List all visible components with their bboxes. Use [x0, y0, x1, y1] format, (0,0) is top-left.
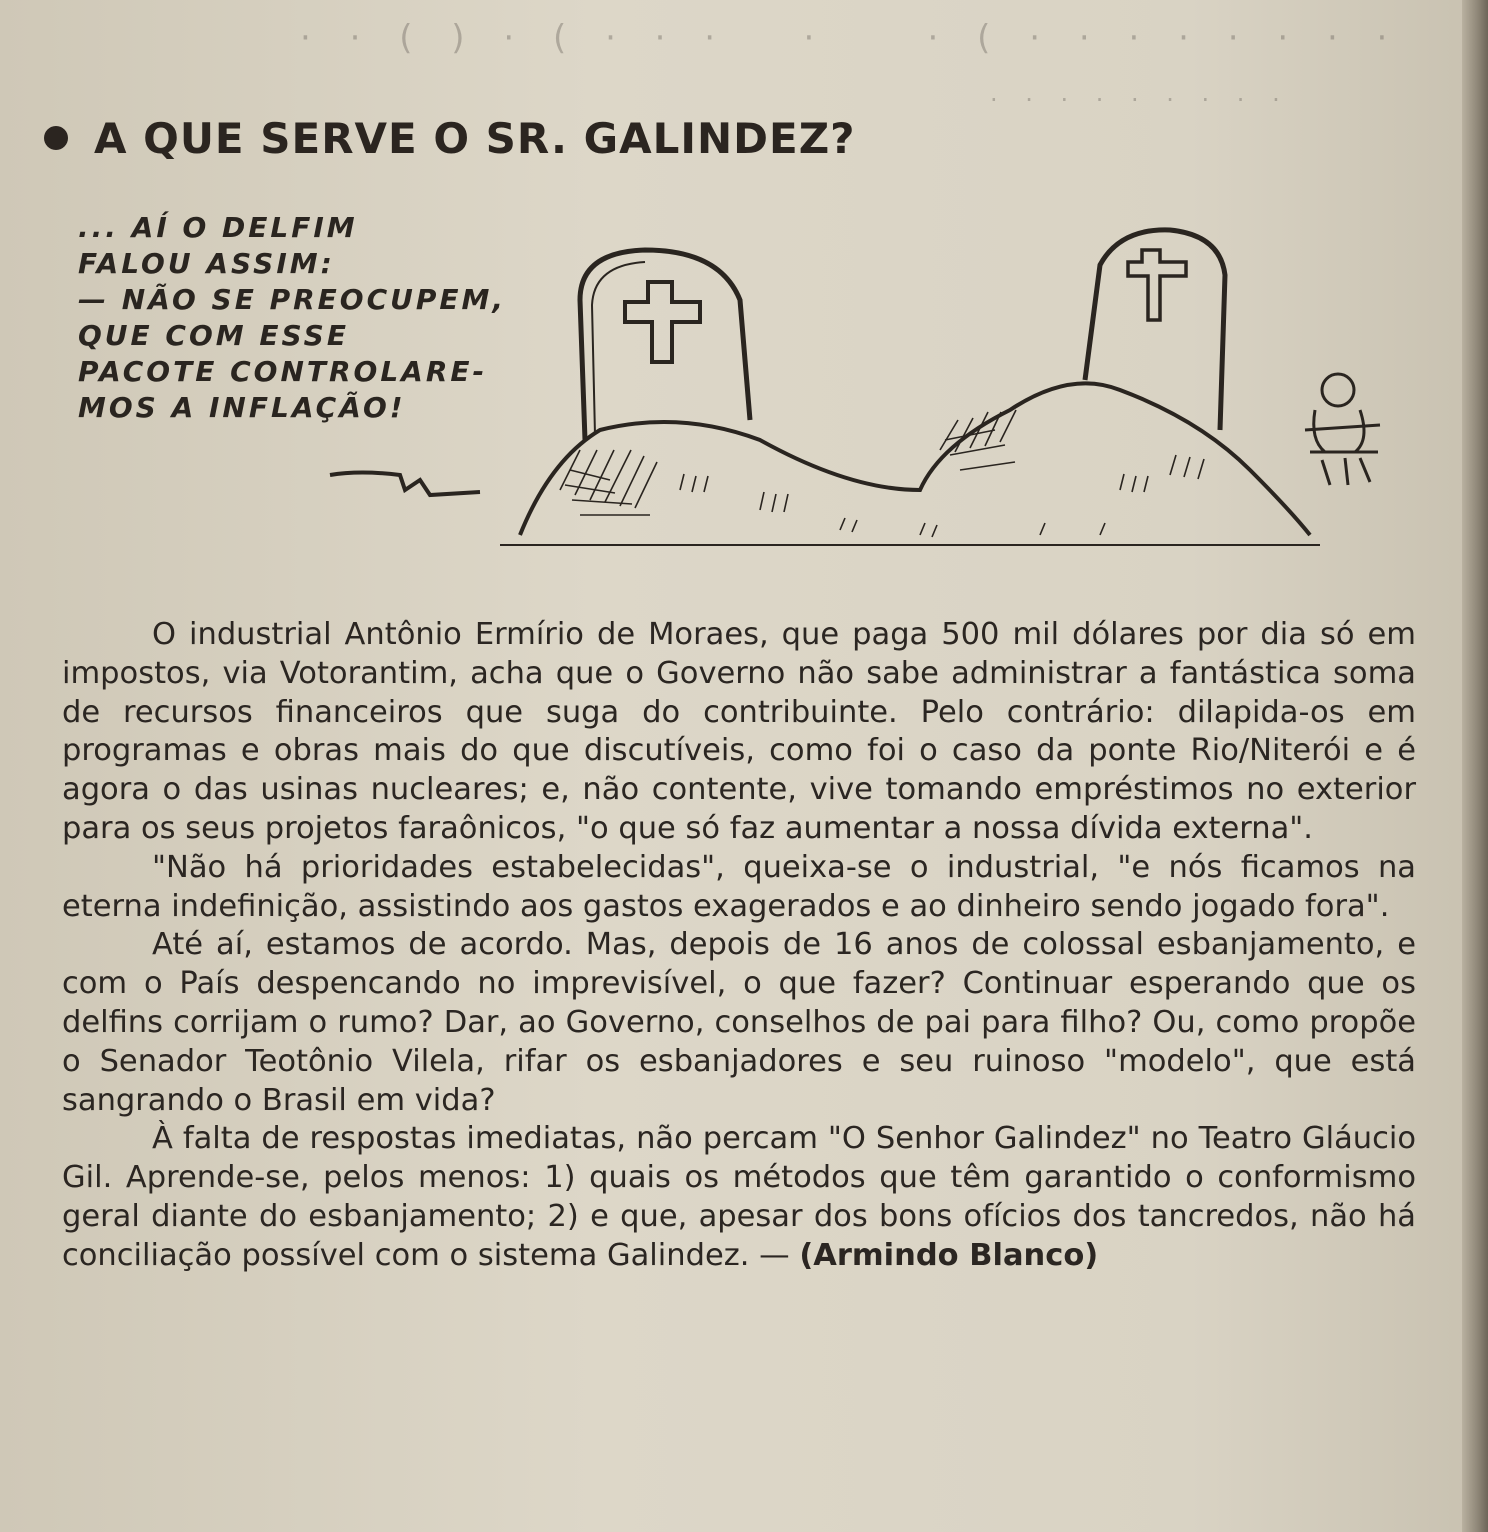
tombstone-left	[580, 250, 750, 440]
artist-signature	[1305, 374, 1380, 485]
cartoon	[60, 190, 1440, 590]
cartoon-drawing	[60, 190, 1440, 590]
cross-icon	[625, 282, 700, 362]
speech-line: QUE COM ESSE	[78, 319, 349, 352]
article-paragraph: "Não há prioridades estabelecidas", queixa-se o industrial, "e nós ficamos na eterna indefinição, assistindo aos gastos exagerados e ao dinheiro sendo jogado fora".	[62, 849, 1416, 924]
article-paragraph: Até aí, estamos de acordo. Mas, depois de 16 anos de colossal esbanjamento, e com o País despencando no imprevisível, o que fazer? Continuar esperando que os delfins corrijam o rumo? Dar, ao Governo, conselhos de pai para filho? Ou, como propõe o Senador Teotônio Vilela, rifar os esbanjadores e seu ruinoso "modelo", que está sangrando o Brasil em vida?	[62, 927, 1416, 1118]
speech-squiggle	[330, 473, 480, 496]
bleed-through-text: · · ( ) · ( · · · · · ( · · · · · · · · · · · · · · · · ·	[300, 18, 1402, 114]
article-body	[62, 616, 1416, 1276]
author-signature: (Armindo Blanco)	[799, 1237, 1099, 1273]
headline-text: A QUE SERVE O SR. GALINDEZ?	[94, 113, 856, 163]
headline	[44, 108, 856, 168]
grave-mounds	[500, 383, 1320, 545]
speech-line: PACOTE CONTROLARE-	[78, 355, 488, 388]
speech-line: ... AÍ O DELFIM	[78, 211, 358, 244]
speech-line: MOS A INFLAÇÃO!	[78, 391, 406, 424]
speech-line: — NÃO SE PREOCUPEM,	[78, 283, 507, 316]
cross-icon	[1128, 250, 1186, 320]
article-paragraph-text: À falta de respostas imediatas, não percam "O Senhor Galindez" no Teatro Gláucio Gil. Aprende-se, pelos menos: 1) quais os métodos que têm garantido o conformismo geral diante do esbanjamento; 2) e que, apesar dos bons ofícios dos tancredos, não há conciliação possível com o sistema Galindez. —	[62, 1121, 1416, 1273]
page-edge-shadow	[1462, 0, 1488, 1532]
article-paragraph: O industrial Antônio Ermírio de Moraes, que paga 500 mil dólares por dia só em impostos, via Votorantim, acha que o Governo não sabe administrar a fantástica soma de recursos financeiros que suga do contribuinte. Pelo contrário: dilapida-os em programas e obras mais do que discutíveis, como foi o caso da ponte Rio/Niterói e é agora o das usinas nucleares; e, não contente, vive tomando empréstimos no exterior para os seus projetos faraônicos, "o que só faz aumentar a nossa dívida externa".	[62, 617, 1416, 846]
speech-line: FALOU ASSIM:	[78, 247, 335, 280]
tombstone-right	[1085, 230, 1225, 430]
bullet-icon	[44, 126, 68, 150]
article-paragraph-final	[62, 1120, 1416, 1275]
